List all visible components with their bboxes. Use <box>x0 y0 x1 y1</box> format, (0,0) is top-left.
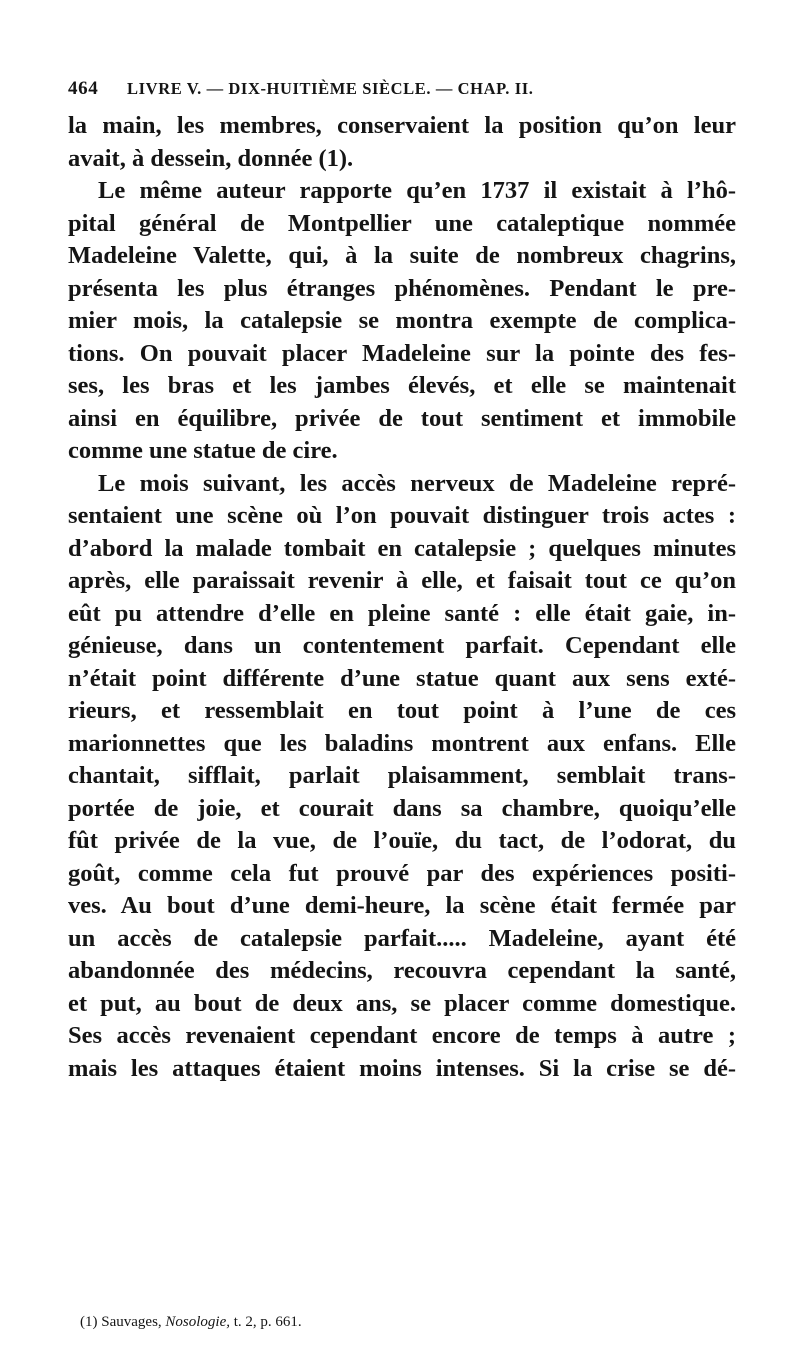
text-line: ainsi en équilibre, privée de tout sentiment et immobile <box>68 404 736 432</box>
body-text <box>68 110 736 1085</box>
text-line: n’était point différente d’une statue quant aux sens exté- <box>68 664 736 692</box>
text-line: chantait, sifflait, parlait plaisamment, semblait trans- <box>68 762 736 789</box>
text-line: rieurs, et ressemblait en tout point à l’une de ces <box>68 697 736 724</box>
text-line: abandonnée des médecins, recouvra cependant la santé, <box>68 957 736 984</box>
text-line: mais les attaques étaient moins intenses. Si la crise se dé- <box>68 1054 736 1082</box>
text-line: eût pu attendre d’elle en pleine santé : elle était gaie, in- <box>68 599 736 627</box>
text-line: marionnettes que les baladins montrent aux enfans. Elle <box>68 729 736 757</box>
text-line: pital général de Montpellier une cataleptique nommée <box>68 209 736 237</box>
text-line: après, elle paraissait revenir à elle, et faisait tout ce qu’on <box>68 567 736 594</box>
text-line: ves. Au bout d’une demi-heure, la scène était fermée par <box>68 892 736 919</box>
footnote-marker: (1) <box>80 1314 98 1330</box>
footnote-title: Nosologie, <box>165 1314 230 1330</box>
text-line: sentaient une scène où l’on pouvait distinguer trois actes : <box>68 502 736 529</box>
text-line: Ses accès revenaient cependant encore de temps à autre ; <box>68 1022 736 1049</box>
page-number: 464 <box>68 78 99 99</box>
text-line: génieuse, dans un contentement parfait. Cependant elle <box>68 632 736 659</box>
text-line: présenta les plus étranges phénomènes. Pendant le pre- <box>68 274 736 302</box>
text-line: mier mois, la catalepsie se montra exempte de complica- <box>68 307 736 334</box>
text-line: tions. On pouvait placer Madeleine sur la pointe des fes- <box>68 339 736 367</box>
text-line: Le mois suivant, les accès nerveux de Madeleine repré- <box>98 469 736 497</box>
text-line: comme une statue de cire. <box>68 437 338 464</box>
text-line: la main, les membres, conservaient la position qu’on leur <box>68 112 736 139</box>
running-title: LIVRE V. — DIX-HUITIÈME SIÈCLE. — CHAP. II. <box>127 79 534 98</box>
text-line: un accès de catalepsie parfait..... Madeleine, ayant été <box>68 924 736 952</box>
text-line: avait, à dessein, donnée (1). <box>68 144 354 172</box>
footnote-reference: t. 2, p. 661. <box>233 1314 302 1330</box>
text-line: portée de joie, et courait dans sa chambre, quoiqu’elle <box>68 794 736 822</box>
text-line: goût, comme cela fut prouvé par des expériences positi- <box>68 859 736 887</box>
text-line: Le même auteur rapporte qu’en 1737 il existait à l’hô- <box>98 177 736 204</box>
footnote-author: Sauvages, <box>101 1314 162 1330</box>
text-line: et put, au bout de deux ans, se placer comme domestique. <box>68 989 736 1017</box>
running-head <box>68 78 728 100</box>
text-line: d’abord la malade tombait en catalepsie ; quelques minutes <box>68 534 736 562</box>
footnote <box>80 1314 720 1331</box>
text-line: ses, les bras et les jambes élevés, et elle se maintenait <box>68 372 736 399</box>
text-line: Madeleine Valette, qui, à la suite de nombreux chagrins, <box>68 242 736 269</box>
text-line: fût privée de la vue, de l’ouïe, du tact, de l’odorat, du <box>68 827 736 854</box>
